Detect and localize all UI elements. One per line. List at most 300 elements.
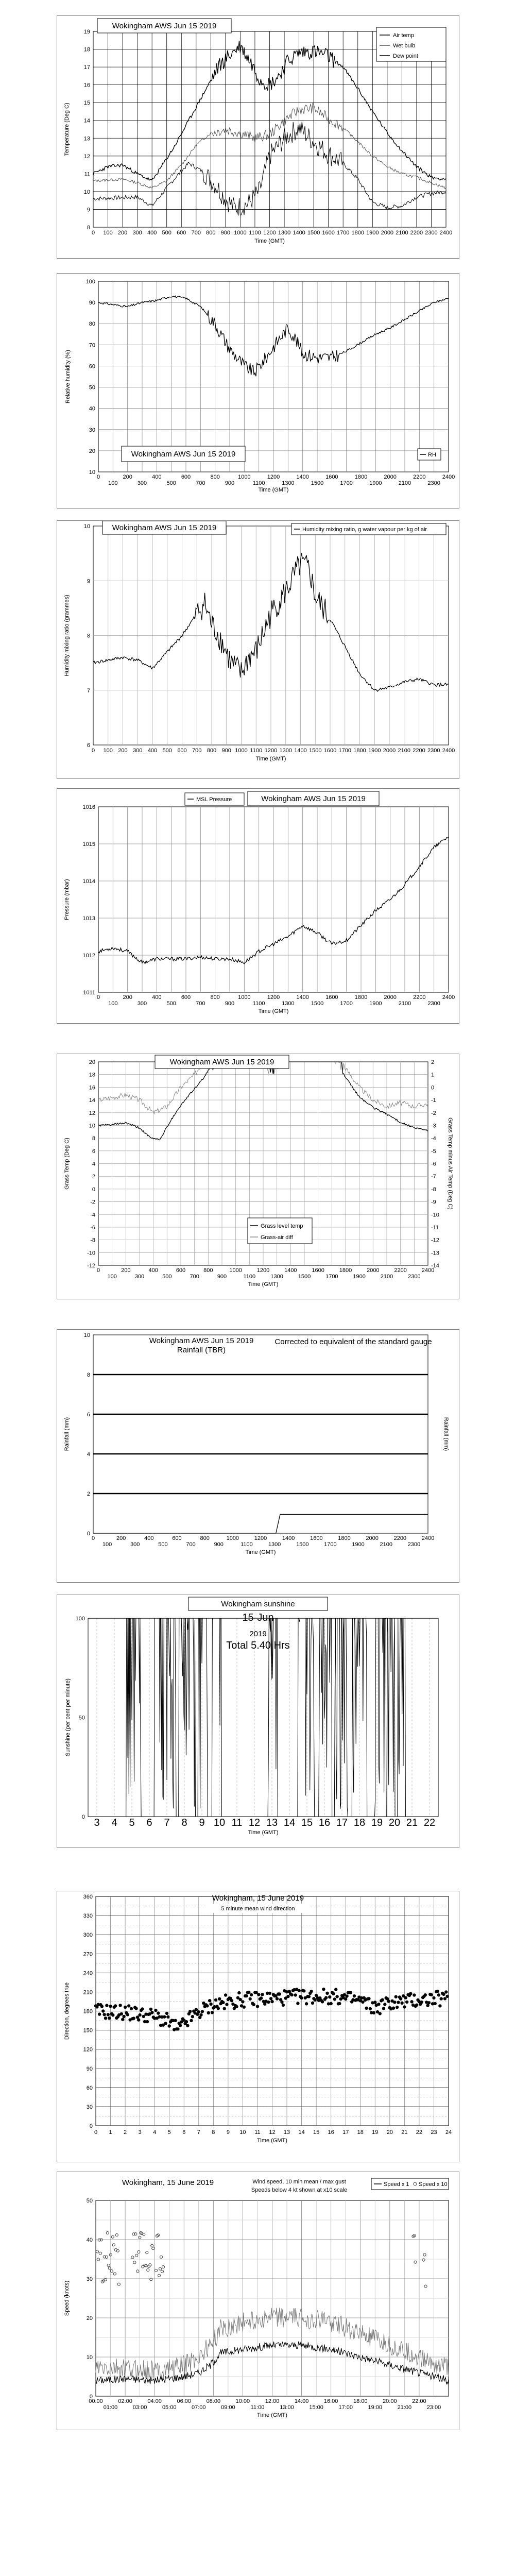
mixing-y-tick: 7 <box>87 687 90 694</box>
pressure-x-tick: 1600 <box>325 994 338 1001</box>
temperature-y-tick: 12 <box>83 153 90 160</box>
mixing-x-tick: 700 <box>192 748 202 754</box>
humidity-x-tick: 300 <box>137 480 147 486</box>
temperature-x-tick: 1300 <box>278 230 291 236</box>
wdir-point <box>383 2003 386 2006</box>
wdir-point <box>150 2011 153 2014</box>
wspd-x-tick: 02:00 <box>118 2398 132 2404</box>
humidity-x-tick: 400 <box>152 474 162 480</box>
grass-y2-tick: -9 <box>431 1199 436 1206</box>
wspd-x-tick: 22:00 <box>412 2398 426 2404</box>
wdir-point <box>286 1995 289 1998</box>
grass-y2-tick: 0 <box>431 1084 435 1091</box>
grass-y2-tick: -10 <box>431 1212 439 1218</box>
mixing-x-tick: 1400 <box>294 748 307 754</box>
grass-y-tick: 14 <box>89 1097 95 1104</box>
wdir-point <box>397 2001 400 2004</box>
wdir-point <box>321 2000 324 2003</box>
wdir-x-tick: 6 <box>182 2129 186 2136</box>
rain-x-tick: 300 <box>130 1541 140 1548</box>
grass-y-tick: -6 <box>90 1224 95 1231</box>
wspd-x-tick: 03:00 <box>132 2404 147 2411</box>
mixing-x-tick: 100 <box>103 748 113 754</box>
pressure-x-tick: 900 <box>225 1001 235 1007</box>
rain-x-tick: 700 <box>186 1541 196 1548</box>
rain-x-tick: 100 <box>102 1541 112 1548</box>
temperature-legend-entry: Dew point <box>393 53 418 59</box>
pressure-x-tick: 1500 <box>311 1001 324 1007</box>
temperature-y-tick: 19 <box>83 29 90 35</box>
mixing-y-tick: 6 <box>87 742 90 749</box>
temperature-x-tick: 1500 <box>307 230 320 236</box>
temperature-x-tick: 200 <box>117 230 128 236</box>
temperature-chart <box>57 15 459 259</box>
grass-legend-entry: Grass-air diff <box>261 1234 293 1241</box>
humidity-x-tick: 1800 <box>354 474 368 480</box>
humidity-x-tick: 800 <box>210 474 220 480</box>
wind-speed-chart <box>57 2172 459 2430</box>
wdir-point <box>268 1992 271 1995</box>
wdir-point <box>392 2007 395 2010</box>
humidity-chart-svg <box>57 274 459 508</box>
sunshine-chart-svg <box>57 1595 459 1848</box>
grass-y-tick: 2 <box>92 1174 95 1180</box>
wdir-point <box>261 1993 264 1996</box>
sunshine-total: Total 5.40 Hrs <box>226 1640 290 1651</box>
wdir-y-tick: 360 <box>83 1894 93 1900</box>
humidity-y-tick: 30 <box>89 427 95 433</box>
wdir-point <box>118 2004 122 2007</box>
wdir-point <box>353 1994 356 1997</box>
humidity-chart <box>57 273 459 509</box>
pressure-x-tick: 700 <box>196 1001 205 1007</box>
wdir-point <box>108 2016 111 2020</box>
grass-y-tick: -12 <box>87 1263 95 1269</box>
wdir-point <box>256 2005 259 2008</box>
grass-x-tick: 200 <box>121 1267 131 1274</box>
wspd-x-tick: 10:00 <box>235 2398 250 2404</box>
rain-y-label: Rainfall (mm) <box>64 1417 70 1451</box>
rain-y-tick: 8 <box>87 1372 90 1378</box>
wspd-subtitle-1: Wind speed, 10 min mean / max gust <box>252 2179 346 2185</box>
grass-y-tick: 4 <box>92 1161 95 1167</box>
temperature-y-tick: 14 <box>83 117 90 124</box>
wdir-point <box>185 2020 188 2023</box>
grass-x-tick: 1200 <box>256 1267 270 1274</box>
wdir-point <box>235 2005 238 2008</box>
grass-x-tick: 400 <box>148 1267 158 1274</box>
rain-x-tick: 1900 <box>352 1541 365 1548</box>
sunshine-title: Wokingham sunshine <box>221 1600 295 1608</box>
wdir-point <box>237 1991 241 1994</box>
rain-x-tick: 900 <box>214 1541 224 1548</box>
wdir-point <box>124 2006 127 2009</box>
wdir-point <box>249 1997 252 2001</box>
humidity-y-tick: 10 <box>89 469 95 476</box>
humidity-y-tick: 40 <box>89 405 95 412</box>
temperature-y-tick: 8 <box>87 225 90 231</box>
wspd-y-tick: 40 <box>86 2237 93 2243</box>
sunshine-x-tick: 21 <box>406 1817 418 1828</box>
grass-x-tick: 300 <box>134 1274 145 1280</box>
wdir-point <box>432 1996 435 1999</box>
rain-title: Wokingham AWS Jun 15 2019 <box>149 1336 254 1345</box>
humidity-x-tick: 1300 <box>282 480 295 486</box>
rain-x-tick: 1500 <box>296 1541 309 1548</box>
sunshine-x-tick: 10 <box>213 1817 226 1828</box>
pressure-x-tick: 1100 <box>252 1001 265 1007</box>
wdir-x-tick: 16 <box>328 2129 334 2136</box>
wdir-title: Wokingham, 15 June 2019 <box>212 1894 304 1903</box>
wdir-point <box>225 2003 228 2006</box>
sunshine-x-tick: 6 <box>146 1817 152 1828</box>
wdir-point <box>338 2002 341 2005</box>
humidity-x-tick: 1900 <box>369 480 382 486</box>
sunshine-x-tick: 22 <box>423 1817 436 1828</box>
humidity-x-tick: 100 <box>108 480 118 486</box>
wdir-point <box>387 1999 390 2003</box>
mixing-x-tick: 2400 <box>442 748 455 754</box>
rain-y-tick: 2 <box>87 1491 90 1497</box>
grass-y2-tick: -4 <box>431 1136 436 1142</box>
wspd-y-label: Speed (knots) <box>64 2280 70 2316</box>
mixing-ratio-chart-svg <box>57 521 459 778</box>
wdir-x-tick: 11 <box>254 2129 261 2136</box>
wdir-point <box>174 2019 177 2022</box>
wdir-point <box>154 2009 157 2012</box>
mixing-title: Wokingham AWS Jun 15 2019 <box>112 523 217 532</box>
rain-x-tick: 2000 <box>366 1535 379 1541</box>
wdir-point <box>332 1992 335 1995</box>
wdir-point <box>176 2027 179 2030</box>
wdir-point <box>442 1993 445 1996</box>
wdir-point <box>400 2002 403 2005</box>
sunshine-y-label: Sunshine (per cent per minute) <box>65 1678 71 1757</box>
temperature-y-tick: 17 <box>83 64 90 71</box>
humidity-x-tick: 0 <box>96 474 100 480</box>
wdir-point <box>325 1992 329 1995</box>
temperature-x-tick: 100 <box>103 230 113 236</box>
rain-note: Corrected to equivalent of the standard gauge <box>274 1337 432 1346</box>
humidity-y-tick: 90 <box>89 300 95 307</box>
mixing-x-tick: 2200 <box>413 748 425 754</box>
wdir-x-tick: 2 <box>124 2129 127 2136</box>
pressure-x-tick: 1900 <box>369 1001 382 1007</box>
wdir-point <box>114 2004 117 2007</box>
humidity-y-tick: 60 <box>89 363 95 370</box>
wdir-point <box>107 2013 110 2016</box>
pressure-x-tick: 1000 <box>238 994 251 1001</box>
wdir-y-tick: 180 <box>83 2008 93 2015</box>
wdir-subtitle: 5 minute mean wind direction <box>221 1906 295 1912</box>
pressure-x-tick: 2100 <box>398 1001 411 1007</box>
grass-y2-tick: -5 <box>431 1148 436 1155</box>
rain-x-tick: 1400 <box>282 1535 295 1541</box>
wdir-point <box>214 1998 217 2002</box>
pressure-x-tick: 100 <box>108 1001 118 1007</box>
mixing-x-tick: 1600 <box>323 748 337 754</box>
grass-y2-tick: 2 <box>431 1059 435 1065</box>
wdir-y-tick: 120 <box>83 2046 93 2053</box>
wdir-point <box>191 2015 194 2018</box>
temperature-y-tick: 11 <box>84 171 90 178</box>
wdir-x-tick: 19 <box>372 2129 379 2136</box>
grass-y2-tick: -8 <box>431 1186 436 1193</box>
wdir-point <box>369 2007 372 2010</box>
grass-y2-tick: 1 <box>431 1072 435 1078</box>
wdir-point <box>267 2001 270 2004</box>
wdir-x-tick: 21 <box>401 2129 408 2136</box>
wdir-point <box>404 1996 407 1999</box>
wdir-point <box>427 2001 431 2004</box>
grass-y-tick: 12 <box>89 1110 95 1116</box>
wdir-point <box>443 1997 447 2000</box>
wdir-point <box>444 1990 448 1993</box>
grass-y-tick: -10 <box>87 1250 95 1257</box>
temperature-x-label: Time (GMT) <box>254 238 285 244</box>
wdir-point <box>365 2007 368 2010</box>
temperature-x-tick: 1100 <box>249 230 261 236</box>
temperature-y-tick: 18 <box>83 46 90 53</box>
grass-y-tick: -8 <box>90 1237 95 1244</box>
pressure-x-tick: 1400 <box>296 994 309 1001</box>
wdir-point <box>269 1997 272 2000</box>
wspd-x-tick: 17:00 <box>338 2404 353 2411</box>
wdir-point <box>335 1995 338 1998</box>
wspd-title: Wokingham, 15 June 2019 <box>122 2178 214 2187</box>
wdir-y-tick: 30 <box>86 2104 93 2110</box>
wdir-point <box>142 2015 145 2018</box>
pressure-x-tick: 2000 <box>384 994 397 1001</box>
wdir-point <box>250 1993 253 1996</box>
rain-y-tick: 10 <box>83 1332 90 1338</box>
wdir-point <box>100 2005 104 2008</box>
temperature-title: Wokingham AWS Jun 15 2019 <box>112 22 217 30</box>
rain-x-tick: 0 <box>91 1535 95 1541</box>
wdir-y-tick: 0 <box>89 2123 93 2129</box>
pressure-legend-entry: MSL Pressure <box>196 796 232 803</box>
pressure-x-tick: 200 <box>123 994 132 1001</box>
rain-plot-area <box>93 1335 428 1533</box>
mixing-x-tick: 500 <box>162 748 172 754</box>
humidity-x-tick: 900 <box>225 480 235 486</box>
wdir-point <box>377 2003 380 2006</box>
grass-y2-tick: -1 <box>431 1097 436 1104</box>
humidity-x-tick: 2400 <box>442 474 455 480</box>
rain-x-tick: 1100 <box>241 1541 253 1548</box>
mixing-x-tick: 1900 <box>368 748 381 754</box>
wdir-point <box>372 2011 375 2014</box>
sunshine-y-tick: 50 <box>78 1715 85 1721</box>
wdir-point <box>257 1993 260 1996</box>
wdir-point <box>190 2019 193 2022</box>
humidity-y-tick: 20 <box>89 448 95 454</box>
wdir-point <box>137 2018 140 2021</box>
wdir-point <box>302 1989 305 1992</box>
pressure-x-tick: 1200 <box>267 994 280 1001</box>
pressure-y-label: Pressure (mbar) <box>64 879 70 920</box>
pressure-title: Wokingham AWS Jun 15 2019 <box>261 794 366 803</box>
temperature-x-tick: 800 <box>206 230 216 236</box>
wdir-point <box>132 2016 135 2020</box>
rain-x-tick: 1200 <box>254 1535 267 1541</box>
wdir-x-tick: 18 <box>357 2129 364 2136</box>
wdir-point <box>130 2007 133 2010</box>
rain-x-tick: 500 <box>158 1541 168 1548</box>
temperature-x-tick: 700 <box>191 230 201 236</box>
wdir-x-tick: 24 <box>445 2129 452 2136</box>
mixing-x-tick: 900 <box>221 748 231 754</box>
mixing-x-label: Time (GMT) <box>255 756 286 762</box>
sunshine-x-tick: 19 <box>371 1817 383 1828</box>
wdir-point <box>349 1991 352 1994</box>
humidity-x-tick: 1500 <box>311 480 324 486</box>
grass-y-tick: 8 <box>92 1136 95 1142</box>
wspd-x-tick: 05:00 <box>162 2404 177 2411</box>
wspd-y-tick: 20 <box>86 2315 93 2321</box>
pressure-y-tick: 1016 <box>82 804 95 810</box>
wdir-point <box>109 2005 112 2008</box>
wspd-x-tick: 01:00 <box>103 2404 118 2411</box>
wdir-x-tick: 15 <box>313 2129 320 2136</box>
pressure-x-tick: 1300 <box>282 1001 295 1007</box>
pressure-x-tick: 2200 <box>413 994 426 1001</box>
wdir-point <box>207 2011 210 2014</box>
temperature-x-tick: 500 <box>162 230 171 236</box>
wdir-point <box>409 1992 412 1995</box>
pressure-chart <box>57 788 459 1024</box>
grass-title: Wokingham AWS Jun 15 2019 <box>169 1058 274 1066</box>
wspd-x-tick: 23:00 <box>426 2404 441 2411</box>
humidity-x-tick: 1700 <box>340 480 353 486</box>
temperature-x-tick: 300 <box>132 230 142 236</box>
wdir-point <box>367 1997 370 2000</box>
wspd-x-tick: 12:00 <box>265 2398 280 2404</box>
wdir-x-tick: 14 <box>298 2129 305 2136</box>
sunshine-chart <box>57 1595 459 1848</box>
sunshine-y-tick: 100 <box>75 1616 85 1622</box>
rain-x-tick: 1700 <box>324 1541 337 1548</box>
temperature-x-tick: 1800 <box>351 230 364 236</box>
wdir-point <box>282 2004 285 2007</box>
humidity-x-tick: 500 <box>166 480 176 486</box>
wdir-point <box>239 1998 242 2001</box>
wdir-point <box>328 1995 331 1998</box>
wspd-x-tick: 07:00 <box>192 2404 206 2411</box>
wspd-x-tick: 06:00 <box>177 2398 192 2404</box>
grass-y2-tick: -3 <box>431 1123 436 1129</box>
humidity-y-tick: 100 <box>85 279 95 285</box>
humidity-x-tick: 700 <box>196 480 205 486</box>
wdir-point <box>276 1997 279 2000</box>
wdir-y-tick: 270 <box>83 1951 93 1958</box>
wdir-point <box>245 1994 248 1997</box>
rainfall-chart <box>57 1329 459 1583</box>
wdir-point <box>205 2004 209 2007</box>
wdir-x-tick: 10 <box>239 2129 246 2136</box>
wspd-x-tick: 08:00 <box>206 2398 221 2404</box>
temperature-y-tick: 9 <box>87 207 90 213</box>
wdir-point <box>445 1995 449 1998</box>
wdir-point <box>333 1997 336 2001</box>
rain-x-tick: 1000 <box>226 1535 239 1541</box>
wdir-point <box>123 2015 126 2018</box>
sunshine-x-tick: 18 <box>353 1817 366 1828</box>
mixing-x-tick: 2100 <box>398 748 410 754</box>
grass-y-tick: -2 <box>90 1199 95 1206</box>
mixing-x-tick: 0 <box>91 748 95 754</box>
humidity-x-label: Time (GMT) <box>258 487 289 493</box>
wdir-point <box>410 2000 413 2003</box>
wdir-point <box>415 2004 418 2007</box>
wdir-x-tick: 3 <box>138 2129 142 2136</box>
wdir-point <box>334 1988 337 1991</box>
mixing-legend-entry: Humidity mixing ratio, g water vapour per kg of air <box>302 527 427 533</box>
grass-x-tick: 800 <box>203 1267 213 1274</box>
grass-y-tick: -4 <box>90 1212 95 1218</box>
mixing-x-tick: 1200 <box>264 748 278 754</box>
sunshine-x-tick: 7 <box>164 1817 170 1828</box>
wdir-point <box>300 1996 303 1999</box>
pressure-x-tick: 1800 <box>354 994 368 1001</box>
grass-x-tick: 1800 <box>339 1267 352 1274</box>
temperature-y-tick: 16 <box>83 82 90 89</box>
wind-direction-chart <box>57 1891 459 2162</box>
wspd-y-tick: 0 <box>89 2394 93 2400</box>
wdir-point <box>209 2003 212 2006</box>
wdir-point <box>98 2012 101 2015</box>
grass-y-label: Grass Temp (Deg C) <box>64 1138 70 1190</box>
mixing-y-tick: 9 <box>87 578 90 585</box>
mixing-ratio-chart <box>57 520 459 779</box>
grass-x-tick: 500 <box>162 1274 172 1280</box>
wspd-y-tick: 10 <box>86 2354 93 2361</box>
grass-y-tick: 18 <box>89 1072 95 1078</box>
humidity-x-tick: 2300 <box>427 480 440 486</box>
wdir-point <box>322 1988 325 1991</box>
rain-x-label: Time (GMT) <box>245 1549 276 1555</box>
wspd-y-tick: 30 <box>86 2276 93 2282</box>
humidity-x-tick: 1400 <box>296 474 309 480</box>
mixing-x-tick: 1100 <box>250 748 263 754</box>
temperature-x-tick: 1700 <box>336 230 350 236</box>
humidity-x-tick: 600 <box>181 474 191 480</box>
wdir-point <box>437 1993 440 1996</box>
mixing-x-tick: 200 <box>118 748 128 754</box>
grass-x-tick: 1500 <box>298 1274 311 1280</box>
wdir-point <box>199 2013 202 2016</box>
grass-x-tick: 900 <box>217 1274 227 1280</box>
rainfall-chart-svg <box>57 1330 459 1582</box>
mixing-x-tick: 1000 <box>235 748 248 754</box>
pressure-y-tick: 1015 <box>82 841 95 848</box>
grass-y2-tick: -14 <box>431 1263 439 1269</box>
sunshine-x-tick: 3 <box>94 1817 100 1828</box>
wdir-point <box>168 2024 171 2027</box>
wdir-x-tick: 9 <box>226 2129 230 2136</box>
wdir-point <box>223 2007 226 2010</box>
wdir-x-tick: 23 <box>431 2129 437 2136</box>
wdir-y-tick: 150 <box>83 2027 93 2034</box>
wdir-point <box>405 2001 408 2004</box>
humidity-x-tick: 1100 <box>252 480 265 486</box>
grass-x-tick: 2400 <box>421 1267 435 1274</box>
wdir-point <box>208 1999 211 2002</box>
temperature-y-tick: 15 <box>83 100 90 107</box>
sunshine-x-label: Time (GMT) <box>248 1829 279 1836</box>
wdir-x-tick: 12 <box>269 2129 276 2136</box>
wdir-point <box>102 2013 106 2016</box>
